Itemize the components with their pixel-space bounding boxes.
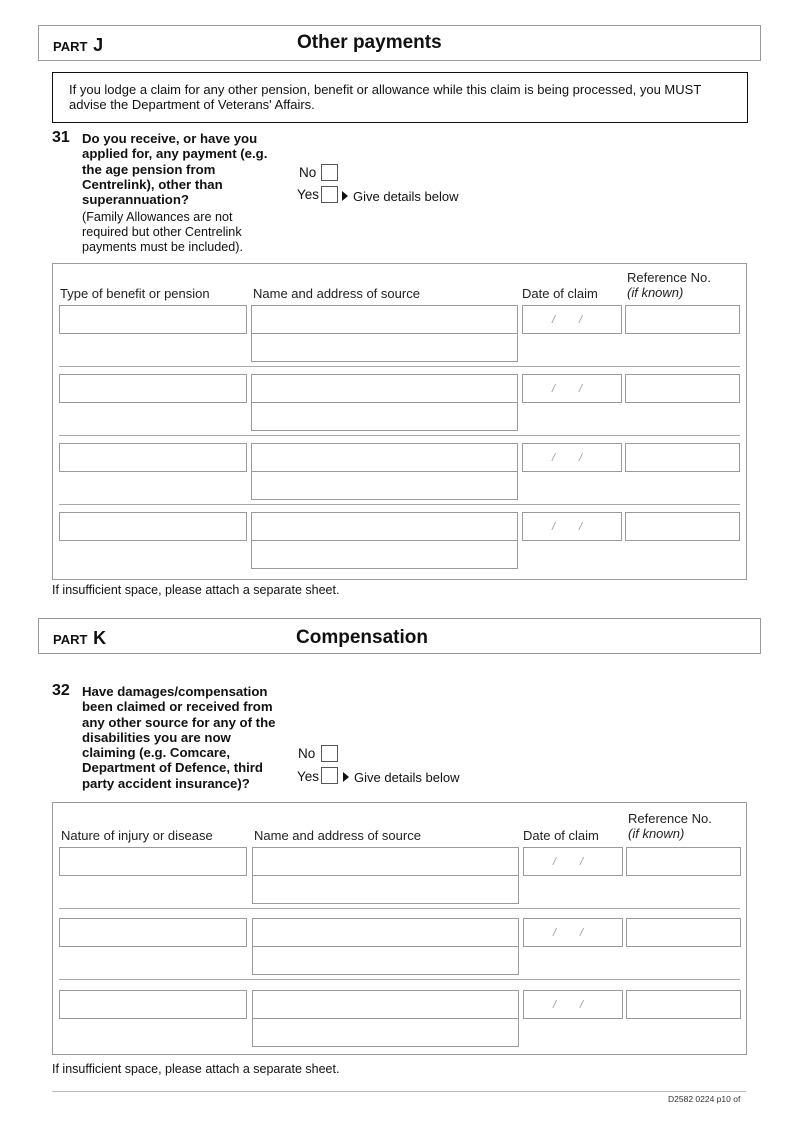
note-line: required but other Centrelink (82, 225, 242, 239)
question-line: claiming (e.g. Comcare, (82, 745, 231, 761)
date-separator: / (580, 999, 584, 1011)
question-line: the age pension from (82, 161, 216, 177)
part-j-header (38, 25, 761, 61)
arrow-right-icon (343, 772, 349, 782)
question-line: Have damages/compensation (82, 684, 268, 699)
type-input[interactable] (59, 374, 247, 403)
part-k-label (53, 628, 106, 649)
date-separator: / (579, 314, 583, 326)
source-input-line-2[interactable] (252, 1018, 519, 1047)
question-line: Do you receive, or have you (82, 131, 258, 146)
q32-give-details: Give details below (354, 770, 460, 785)
date-separator: / (579, 521, 583, 533)
date-separator: / (552, 452, 556, 464)
q32-no-label: No (298, 746, 316, 761)
source-input-line-2[interactable] (251, 333, 518, 362)
date-input[interactable] (523, 990, 623, 1019)
date-separator: / (580, 927, 584, 939)
date-input[interactable] (522, 305, 622, 334)
question-31-number: 31 (52, 129, 70, 146)
source-input-line-1[interactable] (251, 443, 518, 472)
q32-insufficient-space: If insufficient space, please attach a separate sheet. (52, 1062, 340, 1076)
question-32-number: 32 (52, 682, 70, 699)
q32-yes-checkbox[interactable] (321, 767, 338, 784)
col-source-header: Name and address of source (253, 286, 420, 301)
row-divider (59, 979, 740, 980)
type-input[interactable] (59, 443, 247, 472)
col-date-header: Date of claim (522, 286, 598, 301)
ref-label: Reference No. (628, 811, 712, 826)
question-line: Centrelink), other than (82, 176, 223, 192)
part-letter: K (93, 628, 107, 648)
question-31-note (82, 210, 243, 255)
q32-no-checkbox[interactable] (321, 745, 338, 762)
col-source-header: Name and address of source (254, 828, 421, 843)
row-divider (59, 435, 740, 436)
q31-yes-label: Yes (297, 187, 320, 202)
reference-input[interactable] (625, 374, 740, 403)
arrow-right-icon (342, 191, 348, 201)
type-input[interactable] (59, 990, 247, 1019)
question-31-text (82, 131, 267, 207)
q31-give-details: Give details below (353, 189, 459, 204)
reference-input[interactable] (625, 512, 740, 541)
part-k-title: Compensation (296, 627, 428, 648)
footer-divider (52, 1091, 746, 1092)
source-input-line-2[interactable] (251, 402, 518, 431)
q31-no-checkbox[interactable] (321, 164, 338, 181)
date-separator: / (553, 927, 557, 939)
question-line: been claimed or received from (82, 699, 273, 715)
q31-no-label: No (299, 165, 317, 180)
ref-label: Reference No. (627, 270, 711, 285)
source-input-line-1[interactable] (252, 990, 519, 1019)
part-k-header (38, 618, 761, 654)
source-input-line-2[interactable] (252, 875, 519, 904)
source-input-line-1[interactable] (252, 847, 519, 876)
source-input-line-1[interactable] (252, 918, 519, 947)
reference-input[interactable] (626, 918, 741, 947)
col-type-header: Nature of injury or disease (61, 828, 213, 843)
date-input[interactable] (523, 847, 623, 876)
question-line: applied for, any payment (e.g. (82, 146, 268, 162)
question-line: Department of Defence, third (82, 760, 263, 776)
source-input-line-1[interactable] (251, 512, 518, 541)
type-input[interactable] (59, 918, 247, 947)
col-type-header: Type of benefit or pension (60, 286, 210, 301)
source-input-line-2[interactable] (251, 540, 518, 569)
part-word: PART (53, 632, 88, 647)
footer-form-code: D2582 0224 p10 of (668, 1094, 741, 1104)
ref-known-label: (if known) (628, 826, 685, 841)
part-word: PART (53, 39, 88, 54)
row-divider (59, 504, 740, 505)
source-input-line-1[interactable] (251, 374, 518, 403)
date-input[interactable] (522, 374, 622, 403)
date-separator: / (553, 999, 557, 1011)
source-input-line-1[interactable] (251, 305, 518, 334)
date-input[interactable] (523, 918, 623, 947)
date-separator: / (579, 452, 583, 464)
q32-yes-label: Yes (297, 769, 320, 784)
date-separator: / (552, 314, 556, 326)
date-input[interactable] (522, 443, 622, 472)
part-letter: J (93, 35, 104, 55)
col-ref-header (628, 811, 712, 841)
question-line: disabilities you are now (82, 729, 231, 745)
part-j-title: Other payments (297, 32, 442, 53)
reference-input[interactable] (626, 847, 741, 876)
date-separator: / (552, 521, 556, 533)
part-j-label (53, 35, 103, 56)
col-date-header: Date of claim (523, 828, 599, 843)
note-line: payments must be included). (82, 240, 244, 254)
notice-box: If you lodge a claim for any other pension, benefit or allowance while this claim is being processed, you MUST advise the Department of Veterans' Affairs. (52, 72, 748, 123)
date-separator: / (553, 856, 557, 868)
question-32-text (82, 684, 275, 791)
col-ref-header (627, 270, 711, 300)
question-line: party accident insurance)? (82, 775, 250, 791)
question-line: superannuation? (82, 192, 189, 208)
date-separator: / (580, 856, 584, 868)
reference-input[interactable] (625, 305, 740, 334)
ref-known-label: (if known) (627, 285, 684, 300)
question-line: any other source for any of the (82, 714, 276, 730)
type-input[interactable] (59, 847, 247, 876)
row-divider (59, 908, 740, 909)
q31-yes-checkbox[interactable] (321, 186, 338, 203)
reference-input[interactable] (626, 990, 741, 1019)
q31-insufficient-space: If insufficient space, please attach a separate sheet. (52, 583, 340, 597)
date-input[interactable] (522, 512, 622, 541)
source-input-line-2[interactable] (252, 946, 519, 975)
reference-input[interactable] (625, 443, 740, 472)
note-line: (Family Allowances are not (82, 210, 233, 224)
type-input[interactable] (59, 512, 247, 541)
type-input[interactable] (59, 305, 247, 334)
row-divider (59, 366, 740, 367)
date-separator: / (552, 383, 556, 395)
date-separator: / (579, 383, 583, 395)
source-input-line-2[interactable] (251, 471, 518, 500)
